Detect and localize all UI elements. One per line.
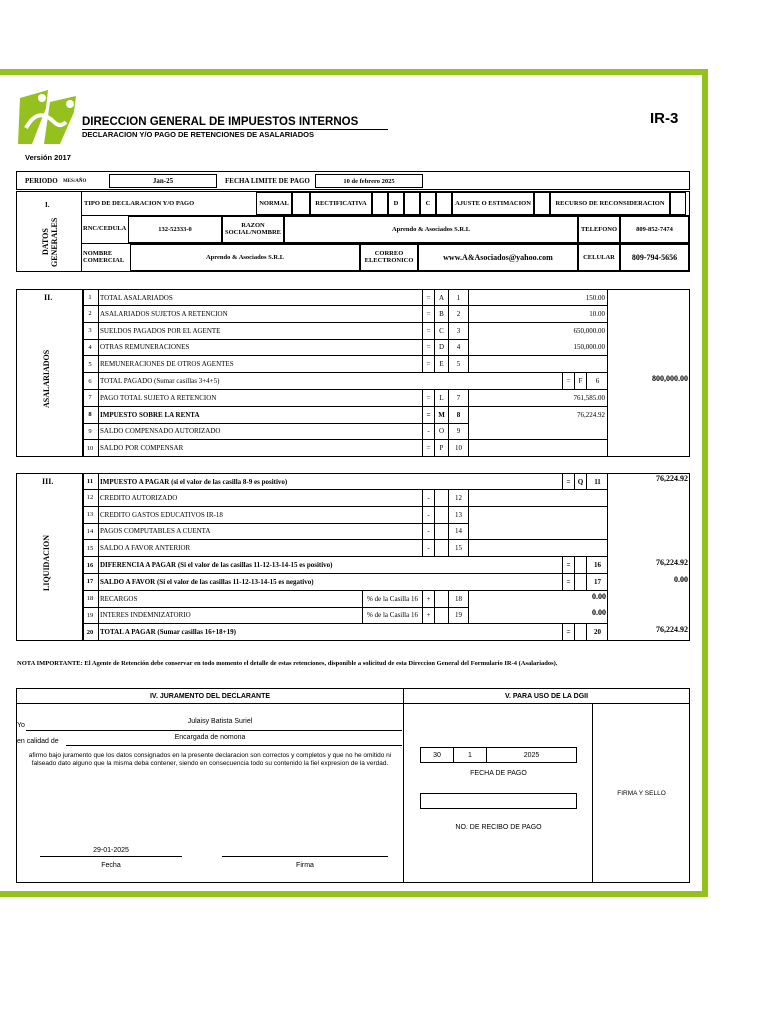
line-label: PAGOS COMPUTABLES A CUENTA (98, 523, 210, 539)
operator: = (562, 474, 574, 489)
line-number: 20 (86, 628, 94, 636)
type-label: TIPO DE DECLARACION Y/O PAGO (84, 200, 195, 207)
line-number: 12 (86, 494, 94, 502)
line-number: 7 (88, 394, 92, 402)
declarant-role[interactable]: Encargada de nomona (174, 734, 246, 741)
line-number: 11 (86, 478, 94, 485)
name-line (26, 730, 402, 731)
form-code: IR-3 (650, 110, 679, 127)
amount-field[interactable] (468, 440, 608, 456)
recurso-checkbox[interactable] (670, 192, 686, 215)
line-code (434, 607, 448, 623)
line-code (434, 490, 448, 506)
line-number: 17 (86, 578, 94, 586)
line-label: CREDITO GASTOS EDUCATIVOS IR-18 (98, 507, 223, 523)
section3-side (16, 473, 83, 641)
liquidacion-row (83, 557, 607, 574)
normal-label: NORMAL (256, 192, 292, 215)
line-number: 3 (88, 327, 92, 335)
box-number: 12 (448, 490, 468, 506)
line-label: DIFERENCIA A PAGAR (Si el valor de las casillas 11-12-13-14-15 es positivo) (98, 557, 333, 573)
declarant-name[interactable]: Julaisy Batista Suriel (187, 718, 253, 725)
telefono-label: TELEFONO (578, 216, 620, 243)
line-code (574, 574, 586, 590)
amount-field[interactable] (468, 490, 608, 506)
box-number: 16 (586, 557, 608, 573)
box-number: 17 (586, 574, 608, 590)
amount-field[interactable] (468, 507, 608, 523)
box-number: 14 (448, 523, 468, 539)
dgii-header: V. PARA USO DE LA DGII (403, 688, 690, 704)
razon-label: RAZON SOCIAL/NOMBRE (222, 216, 284, 243)
c-label: C (420, 192, 436, 215)
line-label: INTERES INDEMNIZATORIO (98, 607, 191, 623)
telefono-field[interactable]: 809-852-7474 (620, 216, 689, 243)
d-label: D (388, 192, 404, 215)
amount-field[interactable] (468, 356, 608, 372)
period-sub-label: MES/AÑO (63, 179, 87, 184)
firma-label: Firma (296, 862, 314, 869)
liquidacion-row (83, 507, 607, 524)
operator: = (562, 624, 574, 640)
amount-field[interactable]: 761,585.00 (468, 390, 608, 406)
liquidacion-amount: 0.00 (592, 591, 606, 601)
oath-header: IV. JURAMENTO DEL DECLARANTE (16, 688, 404, 704)
payment-month[interactable]: 1 (453, 747, 487, 763)
calidad-label: en calidad de (17, 738, 59, 745)
line-label: TOTAL PAGADO (Sumar casillas 3+4+5) (98, 373, 219, 389)
asalariados-row (83, 323, 607, 340)
liquidacion-amount: 0.00 (592, 608, 606, 618)
line-label: ASALARIADOS SUJETOS A RETENCION (98, 306, 228, 322)
box-number: 1 (448, 290, 468, 305)
box-number: 7 (448, 390, 468, 406)
section2-roman: II. (44, 293, 53, 302)
form-subtitle: DECLARACION Y/O PAGO DE RETENCIONES DE ASALARIADOS (82, 130, 314, 139)
asalariados-row (83, 356, 607, 373)
date-line (40, 856, 182, 857)
box-number: 13 (448, 507, 468, 523)
line-code (434, 591, 448, 607)
recurso-label: RECURSO DE RECONSIDERACION (550, 192, 670, 215)
line-number: 5 (88, 360, 92, 368)
operator: = (422, 306, 434, 322)
section1-roman: I. (45, 201, 50, 209)
firma-sello-label: FIRMA Y SELLO (617, 790, 666, 797)
percent-label: % de la Casilla 16 (362, 607, 422, 623)
asalariados-row (83, 339, 607, 356)
due-date-label: FECHA LIMITE DE PAGO (225, 177, 310, 185)
line-label: TOTAL A PAGAR (Sumar casillas 16+18+19) (98, 624, 236, 640)
line-code: A (434, 290, 448, 305)
line-number: 6 (88, 377, 92, 385)
amount-field[interactable]: 10.00 (468, 306, 608, 322)
line-code (434, 540, 448, 556)
box-number: 4 (448, 339, 468, 355)
line-number: 2 (88, 310, 92, 318)
operator: = (422, 339, 434, 355)
rnc-row (81, 215, 690, 244)
box-number: 3 (448, 323, 468, 339)
asalariados-row (83, 373, 607, 390)
section3-vertical-label: LIQUIDACION (42, 535, 51, 592)
line-number: 10 (86, 444, 94, 452)
line-number: 1 (88, 294, 92, 301)
liquidacion-amount: 76,224.92 (656, 558, 688, 567)
role-line (66, 745, 402, 746)
line-label: OTRAS REMUNERACIONES (98, 339, 189, 355)
box-number: 9 (448, 423, 468, 439)
section1-side (16, 191, 82, 272)
rnc-label: RNC/CEDULA (83, 225, 127, 232)
box-number: 18 (448, 591, 468, 607)
liquidacion-row (83, 473, 607, 490)
line-code: F (574, 373, 586, 389)
signature-line (222, 856, 388, 857)
asalariados-row (83, 289, 607, 306)
declaration-type-row (81, 191, 690, 216)
comercial-field[interactable]: Aprendo & Asociados S.R.L (130, 244, 360, 271)
c-checkbox[interactable] (436, 192, 452, 215)
celular-field[interactable]: 809-794-5656 (620, 244, 689, 271)
correo-label: CORREO ELECTRONICO (360, 244, 418, 271)
line-code: B (434, 306, 448, 322)
comercial-row (81, 243, 690, 272)
due-date-field[interactable]: 10 de febrero 2025 (315, 174, 423, 188)
line-code (434, 523, 448, 539)
liquidacion-amount: 76,224.92 (656, 625, 688, 635)
d-checkbox[interactable] (404, 192, 420, 215)
liquidacion-amount: 0.00 (674, 574, 688, 584)
line-label: CREDITO AUTORIZADO (98, 490, 177, 506)
payment-day[interactable]: 30 (420, 747, 454, 763)
box-number: 11 (586, 474, 608, 489)
line-number: 14 (86, 527, 94, 535)
box-number: 2 (448, 306, 468, 322)
operator: = (422, 390, 434, 406)
amount-field[interactable]: 76,224.92 (468, 407, 608, 423)
section1-vertical-label: DATOS GENERALES (41, 217, 59, 267)
box-number: 8 (448, 407, 468, 423)
ajuste-checkbox[interactable] (534, 192, 550, 215)
line-code (574, 624, 586, 640)
normal-checkbox[interactable] (292, 192, 310, 215)
celular-label: CELULAR (578, 244, 620, 271)
line-label: SALDO A FAVOR ANTERIOR (98, 540, 190, 556)
box-number: 10 (448, 440, 468, 456)
section3-totals-column (607, 473, 690, 641)
line-number: 16 (86, 561, 94, 569)
correo-field[interactable]: www.A&Asociados@yahoo.com (418, 244, 578, 271)
rectificativa-checkbox[interactable] (372, 192, 388, 215)
operator: = (422, 290, 434, 305)
amount-field[interactable] (468, 540, 608, 556)
rnc-field[interactable]: 132-52333-0 (128, 216, 222, 243)
liquidacion-row (83, 523, 607, 540)
fecha-pago-label: FECHA DE PAGO (470, 770, 527, 777)
period-bar (16, 171, 690, 190)
total-pagado-amount: 800,000.00 (652, 374, 688, 383)
operator: - (422, 507, 434, 523)
liquidacion-row (83, 540, 607, 557)
percent-label: % de la Casilla 16 (362, 591, 422, 607)
yo-label: Yo (17, 722, 25, 729)
payment-year[interactable]: 2025 (486, 747, 577, 763)
line-label: IMPUESTO A PAGAR (si el valor de las casilla 8-9 es positivo) (98, 474, 287, 489)
box-number: 19 (448, 607, 468, 623)
section3-roman: III. (42, 477, 54, 486)
agency-title: DIRECCION GENERAL DE IMPUESTOS INTERNOS (82, 116, 359, 128)
operator: + (422, 591, 434, 607)
operator: = (422, 440, 434, 456)
razon-field[interactable]: Aprendo & Asociados S.R.L (284, 216, 578, 243)
asalariados-row (83, 306, 607, 323)
section2-vertical-label: ASALARIADOS (42, 349, 51, 409)
receipt-number-field[interactable] (420, 793, 577, 809)
operator: = (562, 574, 574, 590)
line-label: SALDO POR COMPENSAR (98, 440, 183, 456)
line-code: E (434, 356, 448, 372)
column-divider (403, 704, 404, 883)
period-label: PERIODO (25, 177, 58, 185)
line-label: PAGO TOTAL SUJETO A RETENCION (98, 390, 216, 406)
amount-field[interactable]: 650,000.00 (468, 323, 608, 339)
box-number: 20 (586, 624, 608, 640)
line-label: IMPUESTO SOBRE LA RENTA (98, 407, 200, 423)
asalariados-row (83, 423, 607, 440)
box-number: 5 (448, 356, 468, 372)
line-number: 13 (86, 511, 94, 519)
section2-totals-column (607, 289, 690, 457)
period-field[interactable]: Jan-25 (109, 174, 217, 188)
asalariados-row (83, 407, 607, 424)
box-number: 6 (586, 373, 608, 389)
line-number: 15 (86, 544, 94, 552)
line-number: 18 (86, 595, 94, 603)
liquidacion-row (83, 574, 607, 591)
version-label: Versión 2017 (25, 153, 71, 162)
line-code: D (434, 339, 448, 355)
operator: + (422, 607, 434, 623)
oath-date[interactable]: 29-01-2025 (93, 847, 129, 854)
operator: = (562, 373, 574, 389)
liquidacion-amount: 76,224.92 (656, 474, 688, 483)
amount-field[interactable] (468, 423, 608, 439)
line-label: SUELDOS PAGADOS POR EL AGENTE (98, 323, 220, 339)
line-number: 9 (88, 427, 92, 435)
operator: = (422, 356, 434, 372)
line-code: Q (574, 474, 586, 489)
line-code: P (434, 440, 448, 456)
line-code: L (434, 390, 448, 406)
line-label: REMUNERACIONES DE OTROS AGENTES (98, 356, 234, 372)
operator: - (422, 523, 434, 539)
liquidacion-row (83, 490, 607, 507)
oath-text: afirmo bajo juramento que los datos consignados en la presente declaracion son correctos y completos y que no he omitido ni falseado dato alguno que la misma deba contener, siendo en consecuencia todo su contenido la fiel expresion de la verdad. (28, 752, 392, 768)
operator: - (422, 423, 434, 439)
box-number: 15 (448, 540, 468, 556)
recibo-label: NO. DE RECIBO DE PAGO (455, 824, 542, 831)
section2-side (16, 289, 83, 457)
line-code (574, 557, 586, 573)
line-label: TOTAL ASALARIADOS (98, 290, 173, 305)
operator: - (422, 490, 434, 506)
line-code: C (434, 323, 448, 339)
important-note: NOTA IMPORTANTE: El Agente de Retención debe conservar en todo momento el detalle de estas retenciones, disponible a solicitud de esta Direccion General del Formulario IR-4 (Asalariados). (17, 660, 558, 667)
operator: = (562, 557, 574, 573)
date-label: Fecha (101, 862, 121, 869)
line-code: M (434, 407, 448, 423)
dgii-logo (18, 88, 78, 146)
line-label: RECARGOS (98, 591, 137, 607)
asalariados-row (83, 440, 607, 457)
comercial-label: NOMBRE COMERCIAL (83, 250, 125, 265)
operator: = (422, 407, 434, 423)
ajuste-label: AJUSTE O ESTIMACION (452, 192, 534, 215)
rectificativa-label: RECTIFICATIVA (310, 192, 372, 215)
line-label: SALDO A FAVOR (Si el valor de las casillas 11-12-13-14-15 es negativo) (98, 574, 314, 590)
amount-field[interactable]: 150,000.00 (468, 339, 608, 355)
operator: = (422, 323, 434, 339)
asalariados-row (83, 390, 607, 407)
amount-field[interactable]: 150.00 (468, 290, 608, 305)
liquidacion-row (83, 624, 607, 641)
operator: - (422, 540, 434, 556)
line-number: 19 (86, 611, 94, 619)
line-number: 8 (88, 411, 92, 419)
amount-field[interactable] (468, 523, 608, 539)
line-code: O (434, 423, 448, 439)
line-code (434, 507, 448, 523)
line-number: 4 (88, 343, 92, 351)
line-label: SALDO COMPENSADO AUTORIZADO (98, 423, 220, 439)
